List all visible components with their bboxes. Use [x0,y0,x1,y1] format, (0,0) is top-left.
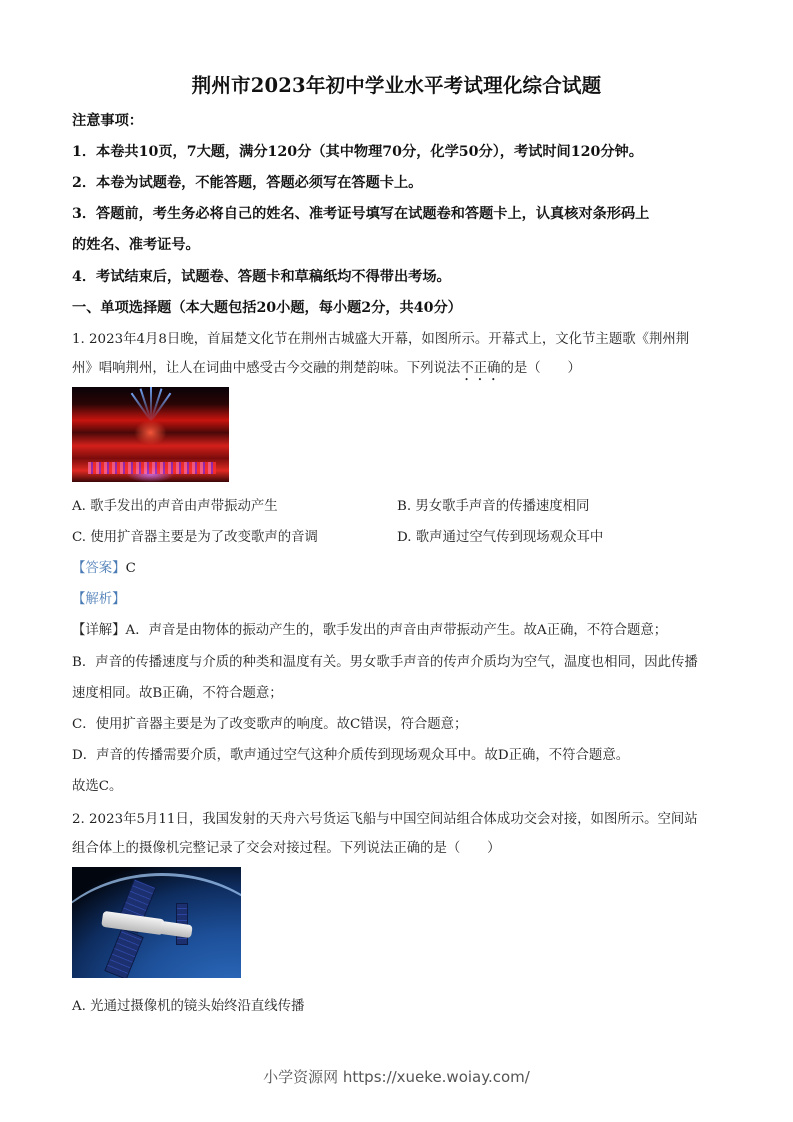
answer-value: C [125,561,136,576]
notice-heading: 注意事项： [72,113,143,129]
q1-option-c: C. 使用扩音器主要是为了改变歌声的音调 [72,530,318,545]
q1-stem-line1: 1. 2023年4月8日晚，首届楚文化节在荆州古城盛大开幕，如图所示。开幕式上，文化节主题歌《荆州荆 [72,332,690,347]
analysis-label: 【解析】 [72,592,126,607]
q1-detail-line5: D．声音的传播需要介质，歌声通过空气这种介质传到现场观众耳中。故D正确，不符合题意。 [72,748,630,763]
space-station-image [72,867,241,978]
notice-item-4: 4．考试结束后，试题卷、答题卡和草稿纸均不得带出考场。 [72,269,451,285]
footer-watermark[interactable]: 小学资源网 https://xueke.woiay.com/ [263,1068,530,1086]
q1-stem-text: 州》唱响荆州，让人在词曲中感受古今交融的荆楚韵味。下列说法 [72,361,461,376]
section-heading: 一、单项选择题（本大题包括20小题，每小题2分，共40分） [72,300,462,316]
q1-stem-line2 [72,357,581,384]
q1-emphasis-not-correct: 不正确 [460,361,501,376]
q2-stem-line2: 组合体上的摄像机完整记录了交会对接过程。下列说法正确的是（ ） [72,841,501,856]
notice-item-1: 1．本卷共10页，7大题，满分120分（其中物理70分，化学50分），考试时间120分钟。 [72,144,643,160]
q1-option-a: A. 歌手发出的声音由声带振动产生 [72,499,278,514]
q1-answer [72,557,136,576]
q1-detail-line4: C．使用扩音器主要是为了改变歌声的响度。故C错误，符合题意； [72,717,468,732]
q2-stem-line1: 2. 2023年5月11日，我国发射的天舟六号货运飞船与中国空间站组合体成功交会对接，如图所示。空间站 [72,812,698,827]
notice-item-2: 2．本卷为试题卷，不能答题，答题必须写在答题卡上。 [72,175,423,191]
q1-stem-bracket: 的是（ ） [500,361,581,376]
document-title: 荆州市2023年初中学业水平考试理化综合试题 [191,74,602,97]
q1-detail-line2: B．声音的传播速度与介质的种类和温度有关。男女歌手声音的传声介质均为空气，温度也相同，因此传播 [72,655,698,670]
stage-performers [88,462,217,474]
opening-ceremony-image [72,387,229,482]
q1-detail-line3: 速度相同。故B正确，不符合题意； [72,686,283,701]
q1-detail-line1: 【详解】A．声音是由物体的振动产生的，歌手发出的声音由声带振动产生。故A正确，不符合题意； [72,623,668,638]
q1-conclusion: 故选C。 [72,779,123,794]
q1-option-d: D. 歌声通过空气传到现场观众耳中 [397,530,604,545]
notice-item-3: 3．答题前，考生务必将自己的姓名、准考证号填写在试题卷和答题卡上，认真核对条形码上 [72,206,650,222]
light-beam [150,393,171,422]
answer-label: 【答案】 [72,561,126,576]
notice-item-3-cont: 的姓名、准考证号。 [72,237,200,253]
q2-option-a: A. 光通过摄像机的镜头始终沿直线传播 [72,999,305,1014]
q1-option-b: B. 男女歌手声音的传播速度相同 [397,499,590,514]
